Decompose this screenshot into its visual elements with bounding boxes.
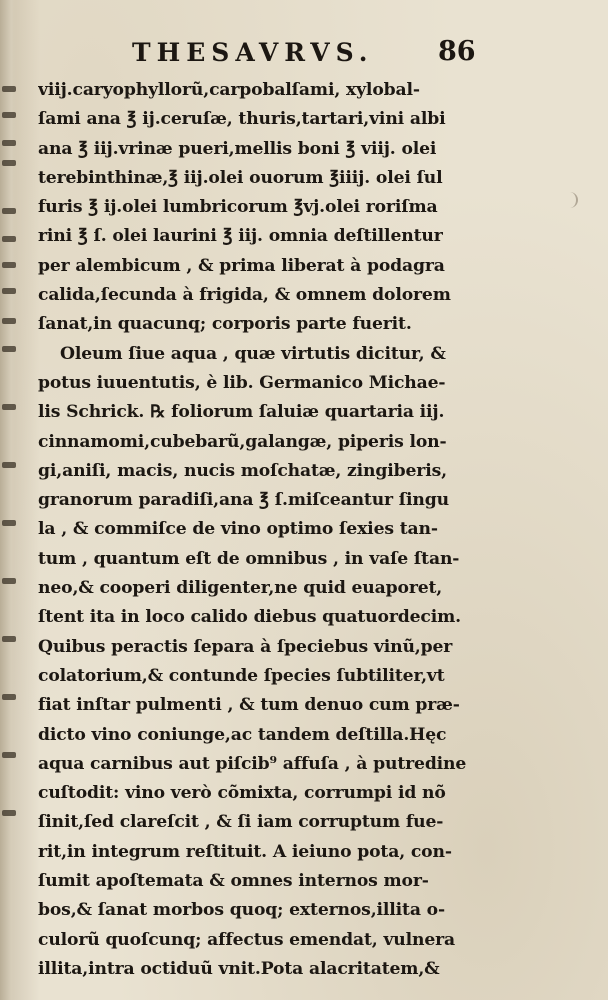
bleed-through-mark xyxy=(2,262,16,268)
text-line: culorũ quoſcunq; affectus emendat, vulnera xyxy=(38,929,456,950)
text-line: la , & commiſce de vino optimo ſexies tan- xyxy=(38,519,438,540)
bleed-through-mark xyxy=(2,810,16,816)
running-title: THESAVRVS. xyxy=(132,38,374,67)
bleed-through-mark xyxy=(2,236,16,242)
text-line: dicto vino coniunge,ac tandem deſtilla.Hęc xyxy=(38,724,447,745)
bleed-through-mark xyxy=(2,694,16,700)
paragraph-start-line: Oleum ſiue aqua , quæ virtutis dicitur, & xyxy=(60,343,446,364)
text-line: rit,in integrum reſtituit. A ieiuno pota, con- xyxy=(38,841,452,862)
text-line: aqua carnibus aut piſcib⁹ affuſa , à putredine xyxy=(38,753,467,774)
bleed-through-mark xyxy=(2,346,16,352)
page-smudge xyxy=(570,192,578,208)
bleed-through-mark xyxy=(2,140,16,146)
text-line: granorum paradiſi,ana ℥ ſ.miſceantur ſingu xyxy=(38,490,449,511)
bleed-through-mark xyxy=(2,462,16,468)
bleed-through-mark xyxy=(2,578,16,584)
page-header xyxy=(0,34,608,74)
bleed-through-mark xyxy=(2,636,16,642)
body-text xyxy=(38,76,470,984)
text-line: furis ℥ ij.olei lumbricorum ℥vj.olei roriſma xyxy=(38,197,438,218)
bleed-through-mark xyxy=(2,86,16,92)
text-line: ana ℥ iij.vrinæ pueri,mellis boni ℥ viij. olei xyxy=(38,138,437,159)
text-line: ſumit apoſtemata & omnes internos mor- xyxy=(38,871,429,892)
text-line: viij.caryophyllorũ,carpobalſami, xylobal- xyxy=(38,80,420,100)
text-line: fiat inſtar pulmenti , & tum denuo cum præ- xyxy=(38,695,460,716)
text-line: Quibus peractis ſepara à ſpeciebus vinũ,per xyxy=(38,636,453,657)
text-line: illita,intra octiduũ vnit.Pota alacritatem,& xyxy=(38,958,440,979)
bleed-through-mark xyxy=(2,160,16,166)
bleed-through-mark xyxy=(2,520,16,526)
bleed-through-mark xyxy=(2,318,16,324)
text-line: calida,ſecunda à frigida, & omnem dolorem xyxy=(38,285,451,306)
text-line: ſami ana ℥ ij.ceruſæ, thuris,tartari,vini albi xyxy=(38,109,446,130)
text-line: rini ℥ ſ. olei laurini ℥ iij. omnia deſtillentur xyxy=(38,226,443,247)
text-line: lis Schrick. ℞ foliorum ſaluiæ quartaria iij. xyxy=(38,402,445,423)
bleed-through-mark xyxy=(2,288,16,294)
bleed-through-mark xyxy=(2,404,16,410)
text-line: potus iuuentutis, è lib. Germanico Michae- xyxy=(38,372,446,393)
text-line: ſanat,in quacunq; corporis parte fuerit. xyxy=(38,314,412,335)
bleed-through-mark xyxy=(2,112,16,118)
text-line: cinnamomi,cubebarũ,galangæ, piperis lon- xyxy=(38,431,447,452)
text-line: cuſtodit: vino verò cõmixta, corrumpi id nõ xyxy=(38,783,446,804)
text-line: gi,aniſi, macis, nucis moſchatæ, zingiberis, xyxy=(38,460,447,481)
text-line: terebinthinæ,℥ iij.olei ouorum ℥iiij. olei ſul xyxy=(38,167,443,188)
text-line: tum , quantum eſt de omnibus , in vaſe ſtan- xyxy=(38,548,460,569)
text-line: neo,& cooperi diligenter,ne quid euaporet, xyxy=(38,578,443,599)
bleed-through-mark xyxy=(2,208,16,214)
text-line: colatorium,& contunde ſpecies ſubtiliter,vt xyxy=(38,665,445,686)
text-line: bos,& ſanat morbos quoq; externos,illita o- xyxy=(38,900,445,921)
text-line: ſinit,ſed clareſcit , & ſi iam corruptum fue- xyxy=(38,812,444,833)
binding-edge xyxy=(0,0,16,1000)
page-number: 86 xyxy=(438,36,476,67)
text-line: ſtent ita in loco calido diebus quatuordecim. xyxy=(38,607,461,628)
text-line: per alembicum , & prima liberat à podagra xyxy=(38,255,445,276)
bleed-through-mark xyxy=(2,752,16,758)
